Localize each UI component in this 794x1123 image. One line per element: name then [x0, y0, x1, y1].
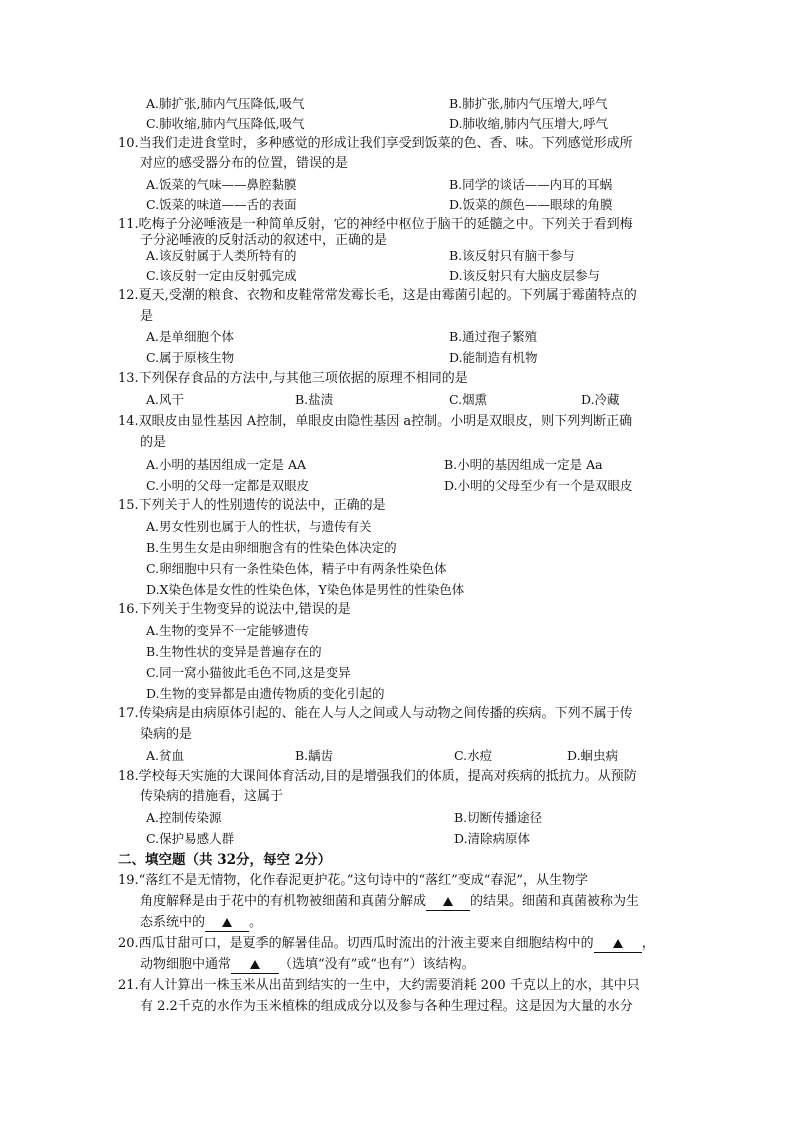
- triangle-icon: [250, 960, 260, 969]
- q11-option-a: A.该反射属于人类所特有的: [146, 248, 297, 263]
- q9-option-b: B.肺扩张,肺内气压增大,呼气: [449, 96, 608, 111]
- q14-stem-line2: 的是: [140, 435, 167, 450]
- q14-option-d: D.小明的父母至少有一个是双眼皮: [444, 478, 633, 493]
- q19-line2: [140, 893, 639, 911]
- q10-stem-line1: 10.当我们走进食堂时，多种感觉的形成让我们享受到饭菜的色、香、味。下列感觉形成所: [118, 136, 633, 151]
- q19-line3-text-a: 态系统中的: [140, 915, 206, 930]
- q9-option-c: C.肺收缩,肺内气压降低,吸气: [146, 116, 305, 131]
- section-heading-fill-in: 二、填空题（共 32分，每空 2分）: [118, 852, 332, 868]
- q19-line3-text-b: 。: [249, 915, 263, 930]
- q11-stem-line1: 11.吃梅子分泌唾液是一种简单反射，它的神经中枢位于脑干的延髓之中。下列关于看到梅: [118, 217, 633, 232]
- q20-line2-text-a: 动物细胞中通常: [140, 957, 232, 972]
- q20-line1-text-a: 20.西瓜甘甜可口，是夏季的解暑佳品。切西瓜时流出的汁液主要来自细胞结构中的: [118, 936, 594, 951]
- q19-line1: 19.“落红不是无情物，化作春泥更护花。”这句诗中的“落红”变成“春泥”，从生物学: [118, 873, 589, 888]
- q20-line1-text-b: ，: [641, 936, 655, 951]
- q18-option-c: C.保护易感人群: [146, 831, 235, 846]
- q17-stem-line1: 17.传染病是由病原体引起的、能在人与人之间或人与动物之间传播的疾病。下列不属于传: [118, 706, 633, 721]
- q19-line2-text-a: 角度解释是由于花中的有机物被细菌和真菌分解成: [140, 894, 427, 909]
- q13-option-a: A.风干: [146, 392, 185, 407]
- q10-option-b: B.同学的谈话——内耳的耳蜗: [449, 177, 613, 192]
- q14-stem-line1: 14.双眼皮由显性基因 A控制，单眼皮由隐性基因 a控制。小明是双眼皮，则下列判断正确: [118, 414, 633, 429]
- q18-option-a: A.控制传染源: [146, 810, 222, 825]
- q10-option-a: A.饭菜的气味——鼻腔黏膜: [146, 177, 297, 192]
- q14-option-c: C.小明的父母一定都是双眼皮: [146, 478, 310, 493]
- q12-option-a: A.是单细胞个体: [146, 329, 235, 344]
- q14-option-a: A.小明的基因组成一定是 AA: [146, 457, 307, 472]
- q18-option-d: D.清除病原体: [454, 831, 531, 846]
- q19-line3: [140, 914, 262, 932]
- q10-option-c: C.饭菜的味道——舌的表面: [146, 197, 297, 212]
- q15-stem: 15.下列关于人的性别遗传的说法中，正确的是: [118, 498, 386, 513]
- q11-stem-line2: 子分泌唾液的反射活动的叙述中，正确的是: [140, 233, 388, 248]
- triangle-icon: [443, 897, 453, 906]
- q16-stem: 16.下列关于生物变异的说法中,错误的是: [118, 602, 351, 617]
- q16-option-a: A.生物的变异不一定能够遗传: [146, 623, 310, 638]
- q14-option-b: B.小明的基因组成一定是 Aa: [444, 457, 603, 472]
- q20-line1: [118, 935, 655, 953]
- q17-option-c: C.水痘: [454, 748, 493, 763]
- q15-option-a: A.男女性别也属于人的性状，与遗传有关: [146, 519, 372, 534]
- q12-stem-line1: 12.夏天,受潮的粮食、衣物和皮鞋常常发霉长毛，这是由霉菌引起的。下列属于霉菌特点的: [118, 288, 637, 303]
- q12-stem-line2: 是: [140, 309, 154, 324]
- q13-stem: 13.下列保存食品的方法中,与其他三项依据的原理不相同的是: [118, 371, 468, 386]
- q9-option-a: A.肺扩张,肺内气压降低,吸气: [146, 96, 305, 111]
- triangle-icon: [613, 939, 623, 948]
- q15-option-d: D.X染色体是女性的性染色体，Y染色体是男性的性染色体: [146, 582, 465, 597]
- q21-line1: 21.有人计算出一株玉米从出苗到结实的一生中，大约需要消耗 200 千克以上的水，其中只: [118, 978, 640, 993]
- q16-option-b: B.生物性状的变异是普遍存在的: [146, 644, 322, 659]
- triangle-icon: [222, 918, 232, 927]
- q15-option-c: C.卵细胞中只有一条性染色体，精子中有两条性染色体: [146, 561, 447, 576]
- q17-option-a: A.贫血: [146, 748, 185, 763]
- q16-option-c: C.同一窝小猫彼此毛色不同,这是变异: [146, 665, 351, 680]
- q13-option-c: C.烟熏: [449, 392, 488, 407]
- q10-stem-line2: 对应的感受器分布的位置，错误的是: [140, 156, 349, 171]
- q11-option-b: B.该反射只有脑干参与: [449, 248, 575, 263]
- q17-option-b: B.龋齿: [295, 748, 334, 763]
- q19-blank-2[interactable]: [205, 917, 249, 932]
- q18-option-b: B.切断传播途径: [454, 810, 543, 825]
- q20-blank-2[interactable]: [231, 959, 279, 974]
- q13-option-b: B.盐渍: [295, 392, 334, 407]
- q12-option-b: B.通过孢子繁殖: [449, 329, 538, 344]
- q11-option-d: D.该反射只有大脑皮层参与: [449, 268, 601, 283]
- q20-line2: [140, 956, 475, 974]
- q12-option-d: D.能制造有机物: [449, 350, 538, 365]
- q17-option-d: D.蛔虫病: [567, 748, 619, 763]
- q16-option-d: D.生物的变异都是由遗传物质的变化引起的: [146, 686, 385, 701]
- q15-option-b: B.生男生女是由卵细胞含有的性染色体决定的: [146, 540, 397, 555]
- q18-stem-line2: 传染病的措施看，这属于: [140, 789, 284, 804]
- q10-option-d: D.饭菜的颜色——眼球的角膜: [449, 197, 613, 212]
- q20-blank-1[interactable]: [594, 938, 642, 953]
- q12-option-c: C.属于原核生物: [146, 350, 235, 365]
- q18-stem-line1: 18.学校每天实施的大课间体育活动,目的是增强我们的体质，提高对疾病的抵抗力。从预防: [118, 769, 637, 784]
- q9-option-d: D.肺收缩,肺内气压增大,呼气: [449, 116, 608, 131]
- q13-option-d: D.冷藏: [581, 392, 620, 407]
- q21-line2: 有 2.2千克的水作为玉米植株的组成成分以及参与各种生理过程。这是因为大量的水分: [140, 999, 633, 1014]
- q19-blank-1[interactable]: [426, 896, 470, 911]
- q17-stem-line2: 染病的是: [140, 727, 193, 742]
- q20-line2-text-b: （选填“没有”或“也有”）该结构。: [279, 957, 475, 972]
- q19-line2-text-b: 的结果。细菌和真菌被称为生: [470, 894, 640, 909]
- q11-option-c: C.该反射一定由反射弧完成: [146, 268, 297, 283]
